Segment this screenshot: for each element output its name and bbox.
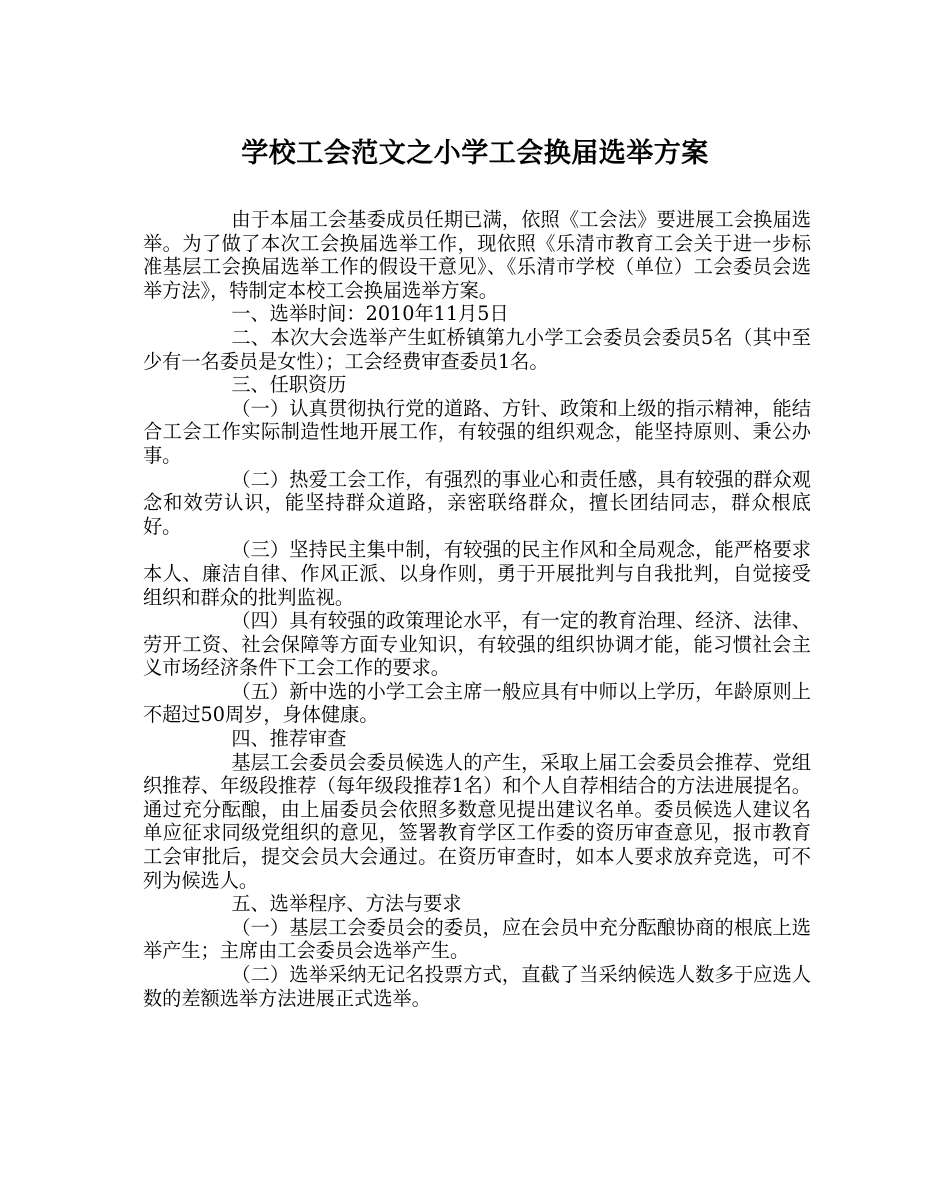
section-heading-nomination: 四、推荐审查: [231, 727, 347, 751]
paragraph-procedure-1: （一）基层工会委员会的委员，应在会员中充分酝酿协商的根底上选举产生；主席由工会委员会选举产生。: [143, 915, 811, 963]
section-heading-qualifications: 三、任职资历: [231, 373, 347, 397]
paragraph-procedure-2: （二）选举采纳无记名投票方式，直截了当采纳候选人数多于应选人数的差额选举方法进展正式选举。: [143, 963, 811, 1010]
paragraph-election-time: 一、选举时间：2010年11月5日: [231, 302, 509, 326]
paragraph-qualification-1: （一）认真贯彻执行党的道路、方针、政策和上级的指示精神，能结合工会工作实际制造性地开展工作，有较强的组织观念，能坚持原则、秉公办事。: [143, 396, 811, 467]
document-title: 学校工会范文之小学工会换届选举方案: [241, 138, 709, 169]
paragraph-committee-size: 二、本次大会选举产生虹桥镇第九小学工会委员会委员5名（其中至少有一名委员是女性）；工会经费审查委员1名。: [143, 325, 811, 373]
paragraph-intro: 由于本届工会基委成员任期已满，依照《工会法》要进展工会换届选举。为了做了本次工会换届选举工作，现依照《乐清市教育工会关于进一步标准基层工会换届选举工作的假设干意见》、《乐清市学校（单位）工会委员会选举方法》，特制定本校工会换届选举方案。: [143, 208, 811, 302]
paragraph-qualification-5: （五）新中选的小学工会主席一般应具有中师以上学历，年龄原则上不超过50周岁，身体健康。: [143, 679, 811, 727]
paragraph-qualification-3: （三）坚持民主集中制，有较强的民主作风和全局观念，能严格要求本人、廉洁自律、作风正派、以身作则，勇于开展批判与自我批判，自觉接受组织和群众的批判监视。: [143, 538, 811, 609]
paragraph-qualification-2: （二）热爱工会工作，有强烈的事业心和责任感，具有较强的群众观念和效劳认识，能坚持群众道路，亲密联络群众，擅长团结同志，群众根底好。: [143, 467, 811, 538]
paragraph-nomination: 基层工会委员会委员候选人的产生，采取上届工会委员会推荐、党组织推荐、年级段推荐（每年级段推荐1名）和个人自荐相结合的方法进展提名。通过充分酝酿，由上届委员会依照多数意见提出建议名单。委员候选人建议名单应征求同级党组织的意见，签署教育学区工作委的资历审查意见，报市教育工会审批后，提交会员大会通过。在资历审查时，如本人要求放弃竞选，可不列为候选人。: [143, 750, 811, 892]
document-body: [143, 208, 811, 1010]
paragraph-qualification-4: （四）具有较强的政策理论水平，有一定的教育治理、经济、法律、劳开工资、社会保障等方面专业知识，有较强的组织协调才能，能习惯社会主义市场经济条件下工会工作的要求。: [143, 609, 811, 680]
section-heading-procedure: 五、选举程序、方法与要求: [231, 892, 462, 916]
